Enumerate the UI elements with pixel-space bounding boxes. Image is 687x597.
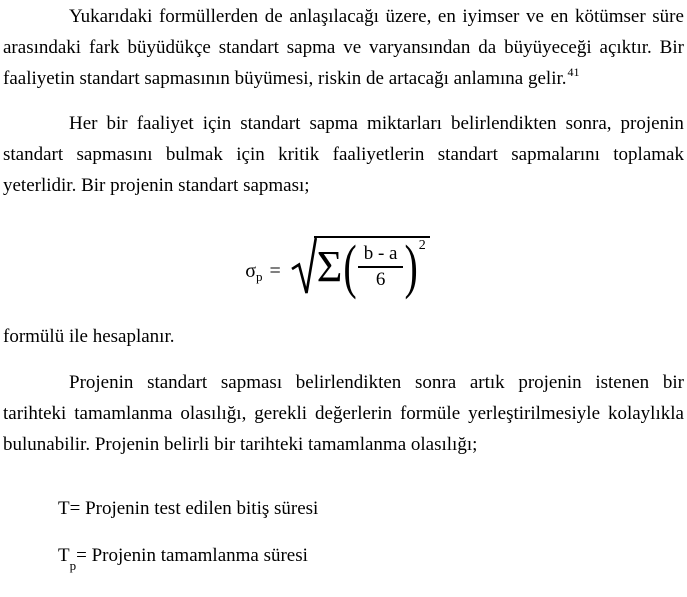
open-parenthesis: ( xyxy=(343,232,357,300)
definition-Tp-subscript: p xyxy=(69,557,77,573)
definition-T-symbol: T xyxy=(58,498,70,519)
paragraph-1-line-3 xyxy=(3,63,684,94)
close-parenthesis: ) xyxy=(404,232,418,300)
definition-T-text: = Projenin test edilen bitiş süresi xyxy=(69,498,319,519)
paragraph-2 xyxy=(3,108,684,201)
standard-deviation-formula xyxy=(0,232,678,300)
definition-Tp-symbol: T xyxy=(58,545,70,566)
formula-caption: formülü ile hesaplanır. xyxy=(3,326,175,347)
definition-Tp-text: = Projenin tamamlanma süresi xyxy=(76,545,308,566)
square-root-expression xyxy=(291,232,430,300)
paragraph-3-line-1: Projenin standart sapması belirlendikten sonra artık projenin istenen bir xyxy=(69,372,684,393)
footnote-reference: 41 xyxy=(567,64,580,79)
fraction xyxy=(358,243,404,291)
formula-lhs: σ $_p$ = xyxy=(245,259,281,284)
paragraph-2-line-1: Her bir faaliyet için standart sapma miktarları belirlendikten sonra, projenin xyxy=(69,113,684,134)
paragraph-1-line-1: Yukarıdaki formüllerden de anlaşılacağı üzere, en iyimser ve en kötümser süre xyxy=(69,6,684,27)
paragraph-3 xyxy=(3,367,684,460)
paragraph-1 xyxy=(3,1,684,94)
summation-symbol: Σ xyxy=(316,242,343,291)
paragraph-1-line-3-text: faaliyetin standart sapmasının büyümesi, riskin de artacağı anlamına gelir. xyxy=(3,68,567,89)
sigma-symbol: σ xyxy=(245,259,256,282)
exponent: 2 xyxy=(418,238,426,253)
paragraph-2-line-2: standart sapmasını bulmak için kritik faaliyetlerin standart sapmalarını toplamak xyxy=(3,144,684,165)
definition-Tp xyxy=(3,540,684,571)
paragraph-2-line-3: yeterlidir. Bir projenin standart sapması; xyxy=(3,175,310,196)
paragraph-3-line-3: bulunabilir. Projenin belirli bir tarihteki tamamlanma olasılığı; xyxy=(3,434,478,455)
paragraph-3-line-2: tarihteki tamamlanma olasılığı, gerekli değerlerin formüle yerleştirilmesiyle kolaylıkla xyxy=(3,403,684,424)
fraction-denominator: 6 xyxy=(375,269,386,290)
radicand xyxy=(314,232,430,300)
fraction-numerator: b - a xyxy=(358,243,404,268)
definition-T xyxy=(3,493,684,524)
paragraph-1-line-2: arasındaki fark büyüdükçe standart sapma ve varyansından da büyüyeceği açıktır. Bir xyxy=(3,37,684,58)
equals-sign: = xyxy=(269,259,281,282)
